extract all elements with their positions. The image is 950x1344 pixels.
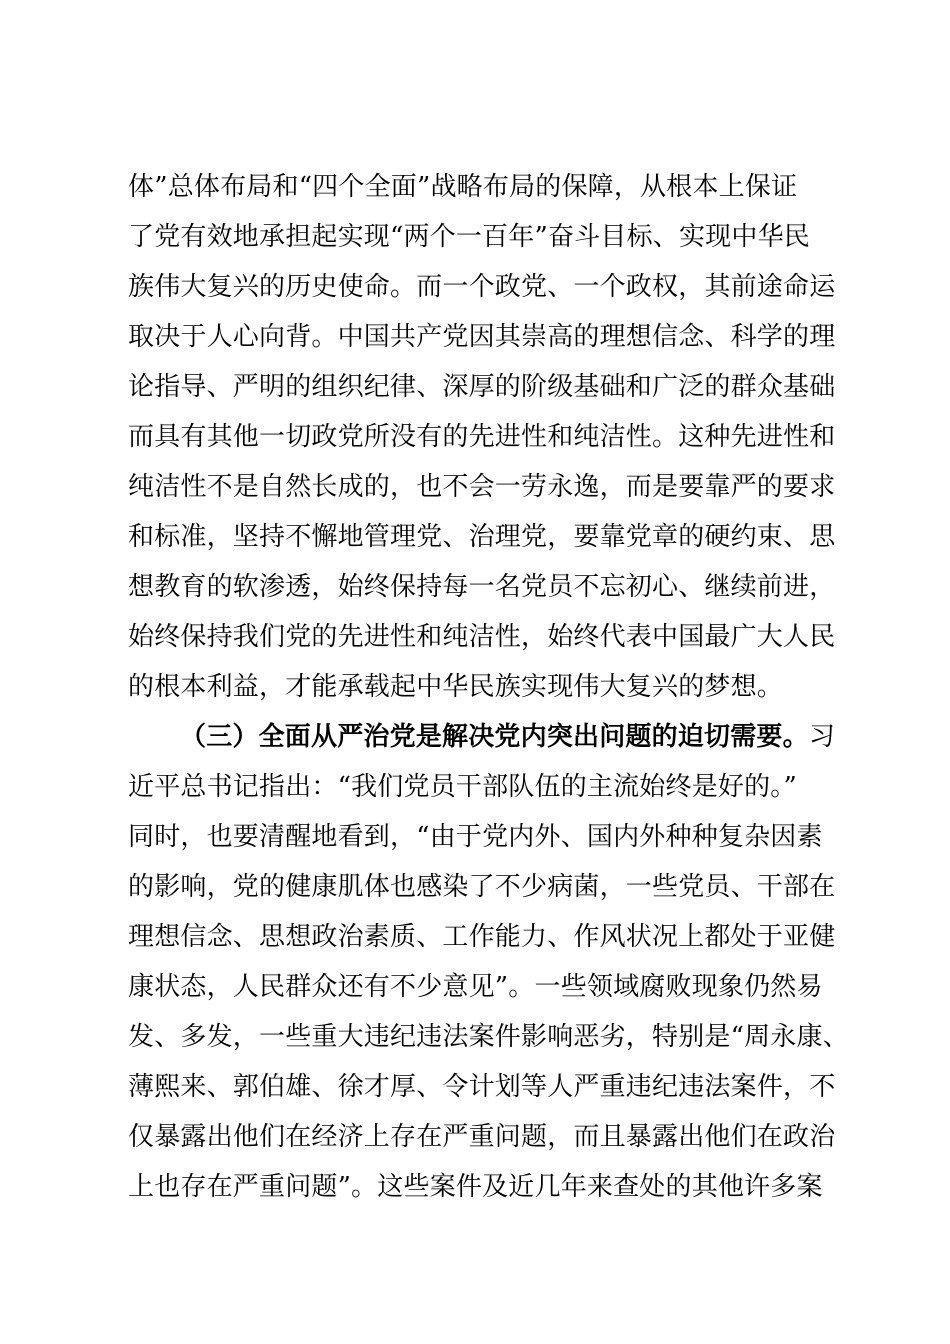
- text-line: 了党有效地承担起实现“两个一百年”奋斗目标、实现中华民: [128, 222, 810, 252]
- text-line: 体”总体布局和“四个全面”战略布局的保障，从根本上保证: [128, 172, 798, 202]
- section-heading: （三）全面从严治党是解决党内突出问题的迫切需要。: [180, 722, 809, 752]
- text-line: 论指导、严明的组织纪律、深厚的阶级基础和广泛的群众基础: [128, 372, 836, 402]
- text-line: 仅暴露出他们在经济上存在严重问题，而且暴露出他们在政治: [128, 1122, 836, 1152]
- section-heading-line: [128, 712, 848, 762]
- text-line: 族伟大复兴的历史使命。而一个政党、一个政权，其前途命运: [128, 272, 836, 302]
- paragraph-1: [128, 162, 848, 712]
- text-line: 薄熙来、郭伯雄、徐才厚、令计划等人严重违纪违法案件，不: [128, 1072, 836, 1102]
- heading-tail-text: 习: [808, 722, 836, 752]
- text-line: 的影响，党的健康肌体也感染了不少病菌，一些党员、干部在: [128, 872, 836, 902]
- text-line: 康状态，人民群众还有不少意见”。一些领域腐败现象仍然易: [128, 972, 823, 1002]
- text-line: 而具有其他一切政党所没有的先进性和纯洁性。这种先进性和: [128, 422, 836, 452]
- text-line: 想教育的软渗透，始终保持每一名党员不忘初心、继续前进，: [128, 572, 836, 602]
- text-line: 发、多发，一些重大违纪违法案件影响恶劣，特别是“周永康、: [128, 1022, 849, 1052]
- paragraph-2: [128, 712, 848, 1212]
- text-line: 纯洁性不是自然长成的，也不会一劳永逸，而是要靠严的要求: [128, 472, 836, 502]
- text-line: 同时，也要清醒地看到，“由于党内外、国内外种种复杂因素: [128, 822, 823, 852]
- text-line: 的根本利益，才能承载起中华民族实现伟大复兴的梦想。: [128, 672, 784, 702]
- text-line: 和标准，坚持不懈地管理党、治理党，要靠党章的硬约束、思: [128, 522, 836, 552]
- document-body: [128, 162, 848, 1212]
- text-line: 始终保持我们党的先进性和纯洁性，始终代表中国最广大人民: [128, 622, 836, 652]
- text-line: 上也存在严重问题”。这些案件及近几年来查处的其他许多案: [128, 1172, 823, 1202]
- text-line: 近平总书记指出：“我们党员干部队伍的主流始终是好的。”: [128, 772, 797, 802]
- text-line: 取决于人心向背。中国共产党因其崇高的理想信念、科学的理: [128, 322, 836, 352]
- text-line: 理想信念、思想政治素质、工作能力、作风状况上都处于亚健: [128, 922, 836, 952]
